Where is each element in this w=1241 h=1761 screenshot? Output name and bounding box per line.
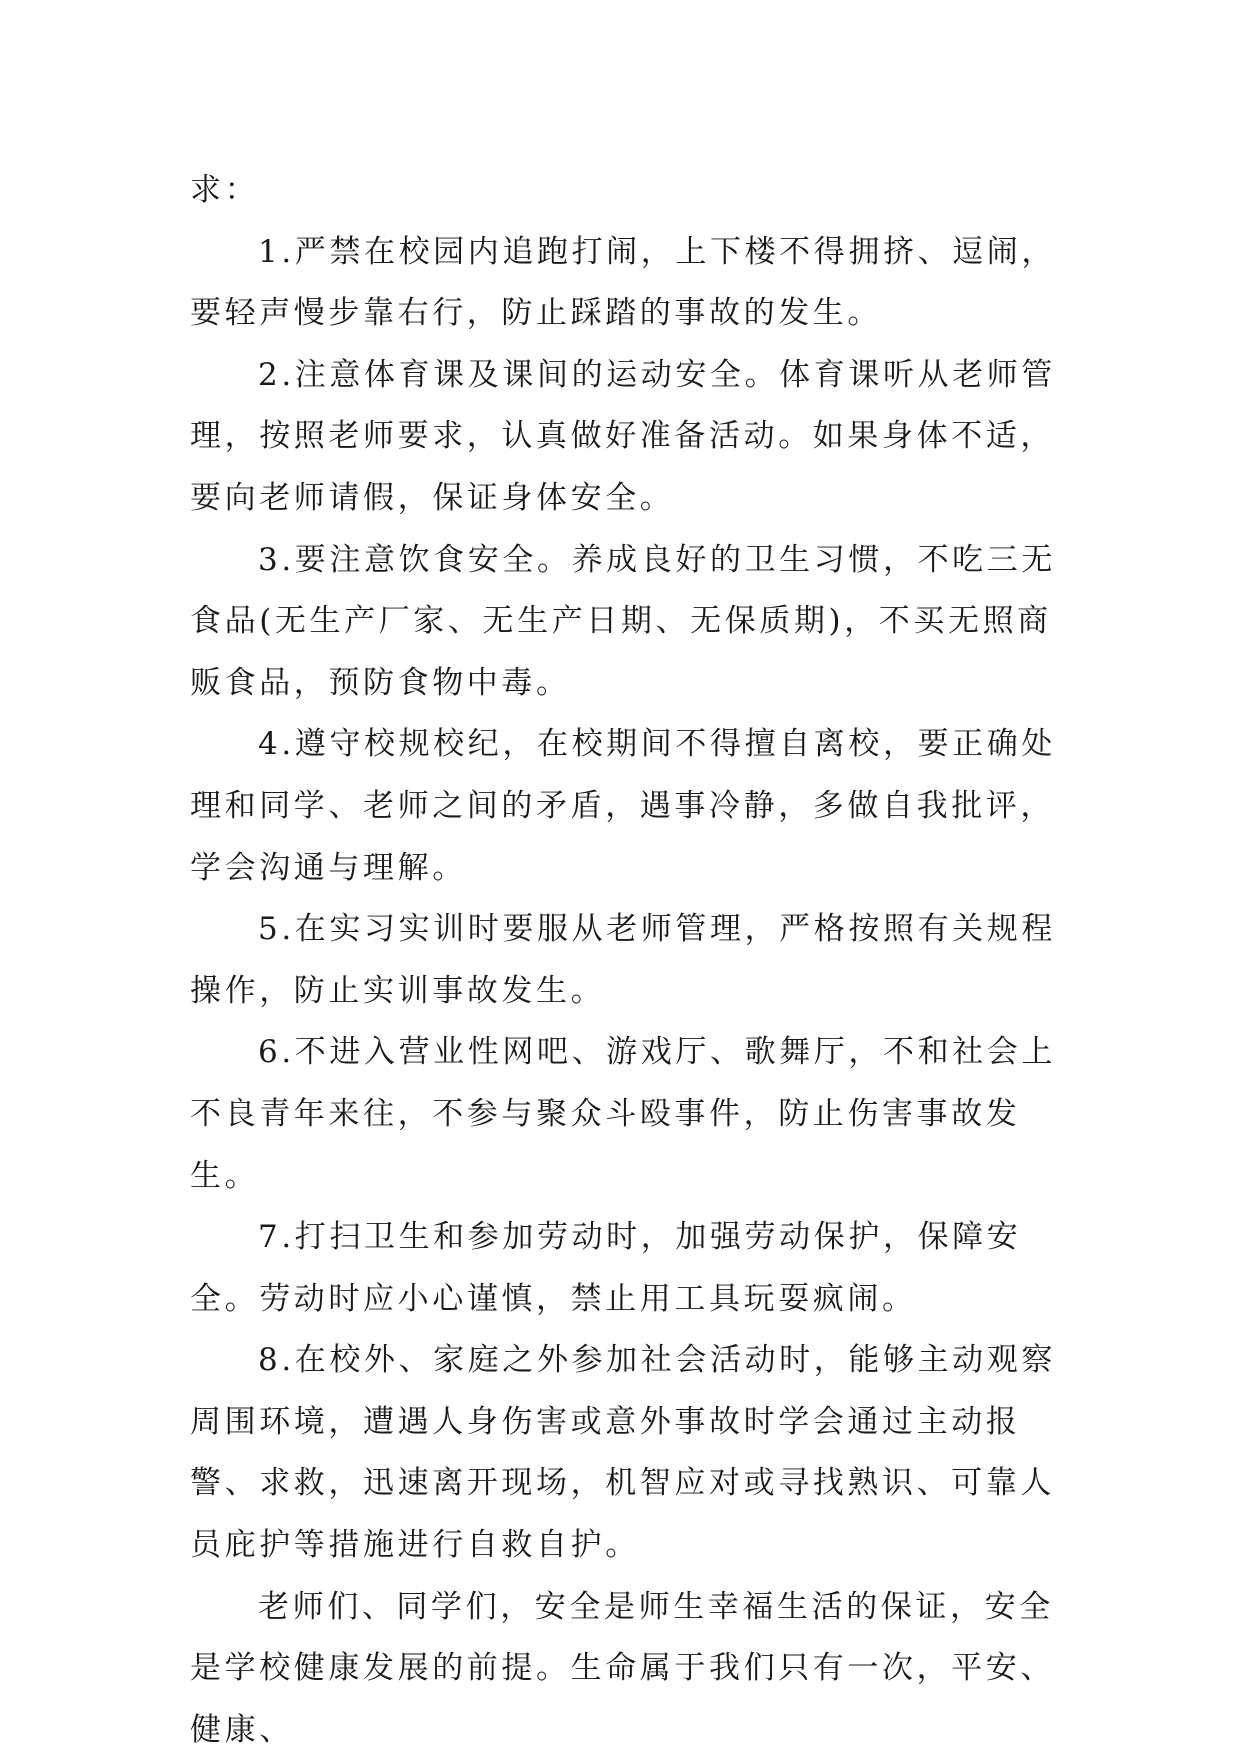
paragraph-rule-6: 6.不进入营业性网吧、游戏厅、歌舞厅，不和社会上不良青年来往，不参与聚众斗殴事件，防止伤害事故发生。 [190,1034,1056,1194]
paragraph-closing: 老师们、同学们，安全是师生幸福生活的保证，安全是学校健康发展的前提。生命属于我们只有一次，平安、健康、 [190,1588,1055,1748]
document-body [190,160,1070,1761]
paragraph-rule-3: 3.要注意饮食安全。养成良好的卫生习惯，不吃三无食品(无生产厂家、无生产日期、无保质期)，不买无照商贩食品，预防食物中毒。 [190,541,1056,701]
paragraph-rule-5: 5.在实习实训时要服从老师管理，严格按照有关规程操作，防止实训事故发生。 [190,911,1056,1009]
paragraph-continuation: 求： [190,172,260,208]
paragraph-rule-4: 4.遵守校规校纪，在校期间不得擅自离校，要正确处理和同学、老师之间的矛盾，遇事冷静，多做自我批评，学会沟通与理解。 [190,726,1056,886]
paragraph-rule-2: 2.注意体育课及课间的运动安全。体育课听从老师管理，按照老师要求，认真做好准备活动。如果身体不适，要向老师请假，保证身体安全。 [190,356,1056,516]
paragraph-rule-7: 7.打扫卫生和参加劳动时，加强劳动保护，保障安全。劳动时应小心谨慎，禁止用工具玩耍疯闹。 [190,1219,1022,1317]
paragraph-rule-8: 8.在校外、家庭之外参加社会活动时，能够主动观察周围环境，遭遇人身伤害或意外事故时学会通过主动报警、求救，迅速离开现场，机智应对或寻找熟识、可靠人员庇护等措施进行自救自护。 [190,1342,1056,1564]
paragraph-rule-1: 1.严禁在校园内追跑打闹，上下楼不得拥挤、逗闹，要轻声慢步靠右行，防止踩踏的事故的发生。 [190,233,1056,332]
